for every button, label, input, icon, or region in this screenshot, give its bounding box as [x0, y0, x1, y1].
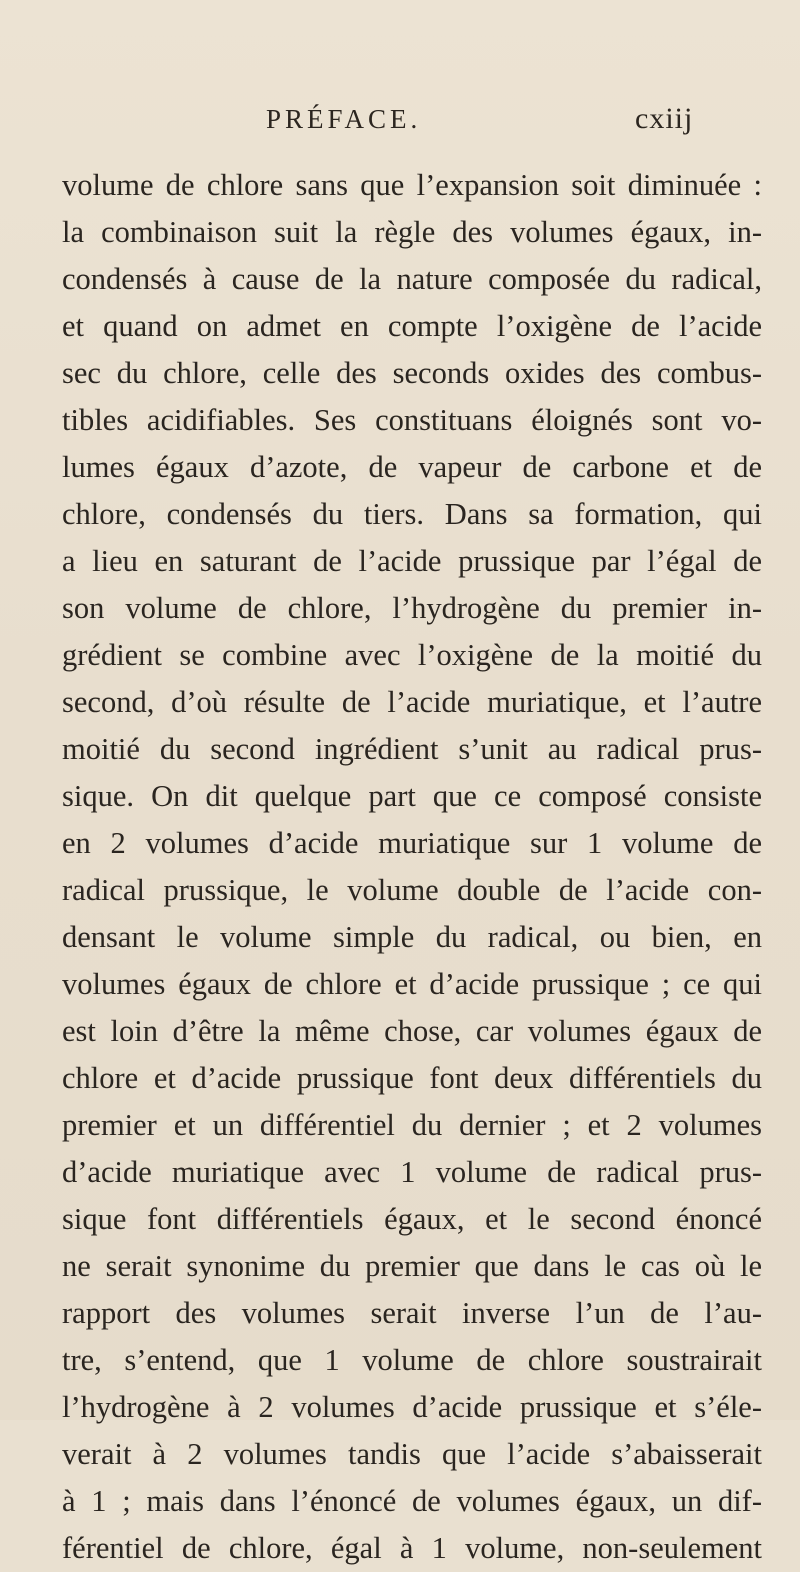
text-line: la combinaison suit la règle des volumes égaux, in- — [62, 215, 762, 249]
page-header — [0, 96, 800, 146]
text-line: tre, s’entend, que 1 volume de chlore soustrairait — [62, 1343, 762, 1377]
text-line: volume de chlore sans que l’expansion soit diminuée : — [62, 168, 762, 202]
text-line: a lieu en saturant de l’acide prussique par l’égal de — [62, 544, 762, 578]
running-title: PRÉFACE. — [266, 104, 422, 134]
text-line: ne serait synonime du premier que dans le cas où le — [62, 1249, 762, 1283]
text-line: sec du chlore, celle des seconds oxides des combus- — [62, 356, 762, 390]
text-line: chlore et d’acide prussique font deux différentiels du — [62, 1061, 762, 1095]
text-line: verait à 2 volumes tandis que l’acide s’abaisserait — [62, 1437, 762, 1471]
text-line: grédient se combine avec l’oxigène de la moitié du — [62, 638, 762, 672]
body-text — [62, 162, 762, 1572]
text-line: à 1 ; mais dans l’énoncé de volumes égaux, un dif- — [62, 1484, 762, 1518]
text-line: d’acide muriatique avec 1 volume de radical prus- — [62, 1155, 762, 1189]
text-line: sique font différentiels égaux, et le second énoncé — [62, 1202, 762, 1236]
text-line: l’hydrogène à 2 volumes d’acide prussique et s’éle- — [62, 1390, 762, 1424]
text-line: férentiel de chlore, égal à 1 volume, non-seulement — [62, 1531, 762, 1565]
page-number: cxiij — [635, 102, 694, 135]
text-line: rapport des volumes serait inverse l’un de l’au- — [62, 1296, 762, 1330]
text-line: second, d’où résulte de l’acide muriatique, et l’autre — [62, 685, 762, 719]
text-line: lumes égaux d’azote, de vapeur de carbone et de — [62, 450, 762, 484]
text-line: tibles acidifiables. Ses constituans éloignés sont vo- — [62, 403, 762, 437]
text-line: est loin d’être la même chose, car volumes égaux de — [62, 1014, 762, 1048]
text-line: chlore, condensés du tiers. Dans sa formation, qui — [62, 497, 762, 531]
text-line: premier et un différentiel du dernier ; et 2 volumes — [62, 1108, 762, 1142]
text-line: en 2 volumes d’acide muriatique sur 1 volume de — [62, 826, 762, 860]
text-line: radical prussique, le volume double de l’acide con- — [62, 873, 762, 907]
text-line: moitié du second ingrédient s’unit au radical prus- — [62, 732, 762, 766]
text-line: son volume de chlore, l’hydrogène du premier in- — [62, 591, 762, 625]
text-line: sique. On dit quelque part que ce composé consiste — [62, 779, 762, 813]
text-line: volumes égaux de chlore et d’acide prussique ; ce qui — [62, 967, 762, 1001]
text-line: et quand on admet en compte l’oxigène de l’acide — [62, 309, 762, 343]
text-line: densant le volume simple du radical, ou bien, en — [62, 920, 762, 954]
text-line: condensés à cause de la nature composée du radical, — [62, 262, 762, 296]
